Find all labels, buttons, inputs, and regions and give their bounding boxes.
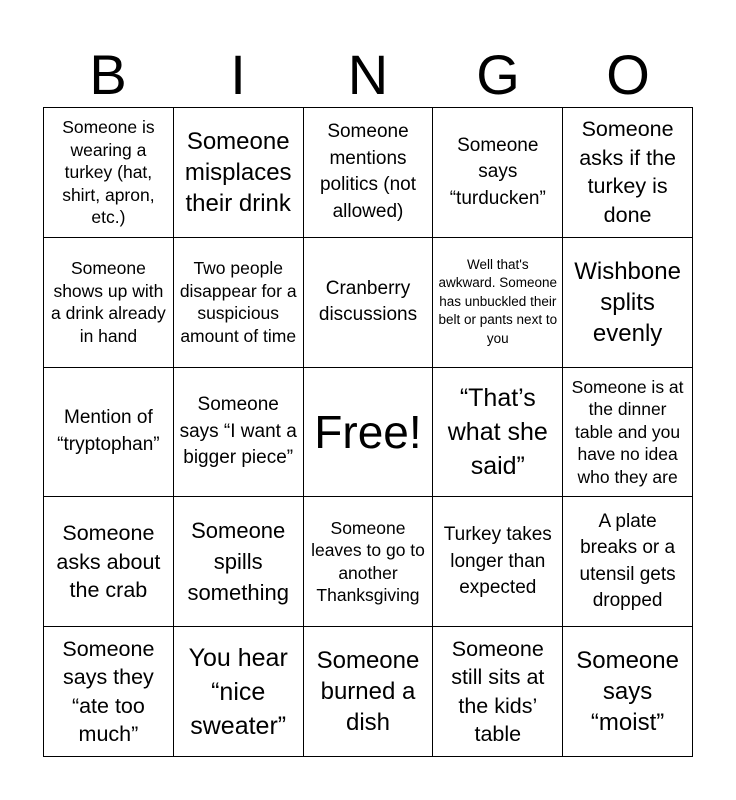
bingo-cell-label: Someone spills something [187, 518, 289, 606]
bingo-cell[interactable] [304, 497, 434, 627]
header-letter-n: N [347, 43, 389, 106]
bingo-cell[interactable] [174, 627, 304, 757]
free-space-cell[interactable] [304, 368, 434, 498]
bingo-cell-label: Someone asks about the crab [56, 521, 161, 603]
bingo-cell[interactable] [304, 627, 434, 757]
bingo-cell[interactable] [44, 497, 174, 627]
bingo-cell-label: Cranberry discussions [318, 277, 418, 326]
bingo-cell-label: Someone is wearing a turkey (hat, shirt, apron, etc.) [62, 117, 155, 228]
bingo-cell[interactable] [174, 108, 304, 238]
bingo-cell-label: Someone says “moist” [576, 647, 679, 737]
bingo-cell[interactable] [433, 368, 563, 498]
bingo-cell-label: Someone says they “ate too much” [62, 636, 155, 747]
bingo-cell-label: Someone misplaces their drink [184, 127, 292, 217]
header-letter-g: G [476, 43, 520, 106]
bingo-cell-label: A plate breaks or a utensil gets dropped [579, 510, 676, 612]
bingo-cell-label: Someone asks if the turkey is done [579, 117, 676, 227]
bingo-cell-label: Someone says “I want a bigger piece” [179, 394, 297, 469]
bingo-cell[interactable] [44, 627, 174, 757]
bingo-cell[interactable] [433, 497, 563, 627]
free-space-label: Free! [314, 405, 422, 458]
bingo-cell[interactable] [174, 368, 304, 498]
bingo-cell[interactable] [44, 368, 174, 498]
header-letter-i: I [230, 43, 246, 106]
bingo-cell[interactable] [433, 238, 563, 368]
bingo-cell-label: Someone leaves to go to another Thanksgiving [311, 517, 425, 606]
bingo-cell-label: You hear “nice sweater” [188, 643, 288, 740]
bingo-cell[interactable] [563, 238, 693, 368]
bingo-cell[interactable] [174, 238, 304, 368]
bingo-cell[interactable] [563, 497, 693, 627]
bingo-cell[interactable] [174, 497, 304, 627]
bingo-cell[interactable] [433, 627, 563, 757]
bingo-cell-label: Someone says “turducken” [449, 134, 546, 209]
bingo-cell-label: Someone mentions politics (not allowed) [319, 121, 417, 222]
bingo-cell[interactable] [433, 108, 563, 238]
bingo-cell-label: Mention of “tryptophan” [57, 407, 160, 455]
bingo-cell[interactable] [304, 238, 434, 368]
header-letter-o: O [606, 43, 650, 106]
bingo-header [43, 44, 693, 106]
bingo-cell[interactable] [563, 627, 693, 757]
bingo-cell-label: Someone burned a dish [316, 647, 420, 737]
bingo-cell[interactable] [563, 108, 693, 238]
bingo-cell[interactable] [563, 368, 693, 498]
bingo-cell-label: Wishbone splits evenly [574, 257, 681, 347]
bingo-board [43, 107, 693, 757]
bingo-cell-label: Well that's awkward. Someone has unbuckled their belt or pants next to you [438, 256, 558, 346]
bingo-cell[interactable] [304, 108, 434, 238]
header-letter-b: B [89, 43, 127, 106]
bingo-cell-label: Turkey takes longer than expected [443, 524, 552, 599]
bingo-cell-label: Someone is at the dinner table and you have no idea who they are [571, 376, 684, 487]
bingo-cell[interactable] [44, 238, 174, 368]
bingo-cell-label: “That’s what she said” [447, 383, 548, 480]
bingo-cell-label: Someone shows up with a drink already in hand [51, 258, 166, 346]
bingo-cell-label: Someone still sits at the kids’ table [451, 636, 545, 747]
bingo-cell-label: Two people disappear for a suspicious amount of time [179, 258, 297, 346]
bingo-cell[interactable] [44, 108, 174, 238]
